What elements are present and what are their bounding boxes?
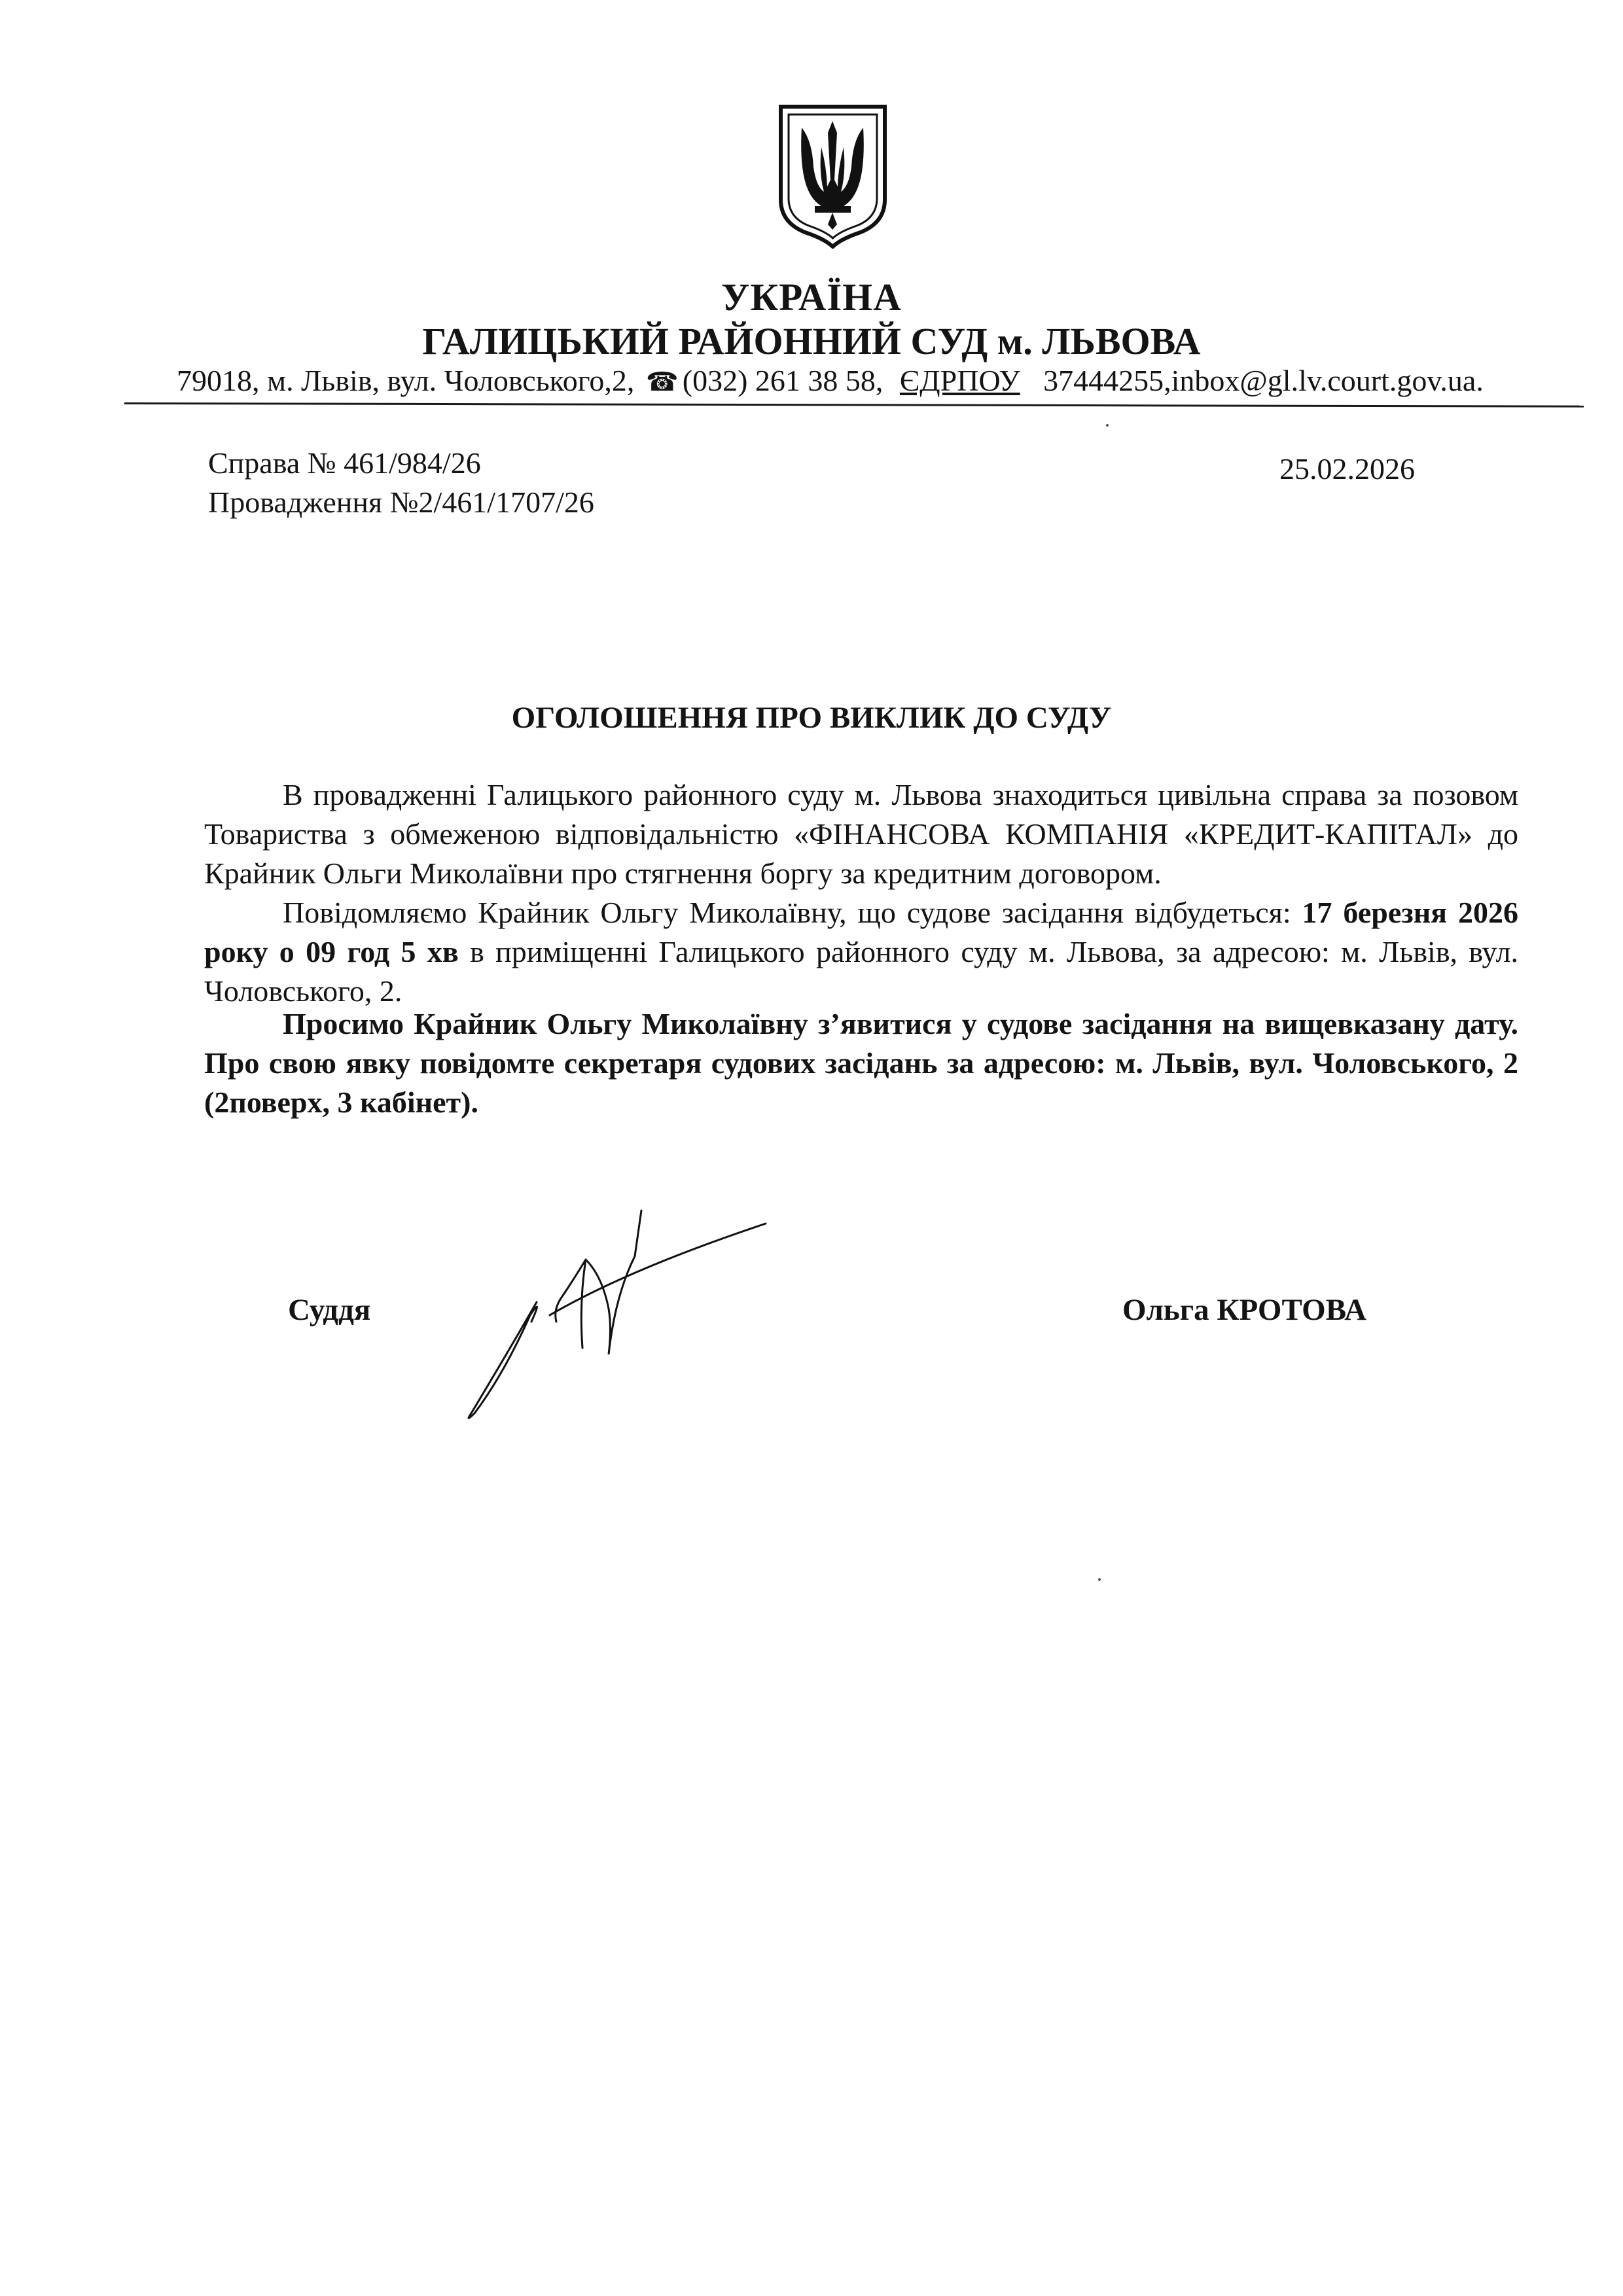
case-number: Справа № 461/984/26 — [208, 446, 481, 480]
court-name-heading: ГАЛИЦЬКИЙ РАЙОННИЙ СУД м. ЛЬВОВА — [422, 320, 1201, 362]
paragraph-2-start: Повідомляємо Крайник Ольгу Миколаївну, що судове засідання відбудеться: — [283, 896, 1302, 929]
court-address: 79018, м. Львів, вул. Чоловського,2, — [177, 364, 635, 397]
edrpou-and-email: 37444255,inbox@gl.lv.court.gov.ua. — [1043, 364, 1484, 397]
notice-paragraph-1 — [204, 775, 1518, 893]
judge-name: Ольга КРОТОВА — [1122, 1293, 1367, 1327]
paragraph-1-text: В провадженні Галицького районного суду м. Львова знаходиться цивільна справа за позовом Товариства з обмеженою відповідальністю «ФІНАНСОВА КОМПАНІЯ «КРЕДИТ-КАПІТАЛ» до Крайник Ольги Миколаївни про стягнення боргу за кредитним договором. — [204, 778, 1518, 890]
court-phone: (032) 261 38 58, — [682, 364, 883, 397]
court-contacts-line — [177, 363, 1484, 398]
handwritten-signature — [445, 1197, 785, 1433]
scan-speck — [1098, 1578, 1101, 1581]
proceeding-number: Провадження №2/461/1707/26 — [208, 486, 594, 519]
paragraph-2-end: в приміщенні Галицького районного суду м. Львова, за адресою: м. Львів, вул. Чоловського, 2. — [204, 935, 1518, 1008]
notice-paragraph-2 — [204, 893, 1518, 1011]
judge-role-label: Суддя — [288, 1293, 371, 1327]
coat-of-arms-icon — [776, 101, 890, 249]
notice-title: ОГОЛОШЕННЯ ПРО ВИКЛИК ДО СУДУ — [511, 701, 1112, 735]
paragraph-2-wrapper — [204, 893, 1518, 1011]
hearing-datetime: 17 березня 2026 року о 09 год 5 хв — [204, 896, 1518, 968]
paragraph-3-text: Просимо Крайник Ольгу Миколаївну з’явитися у судове засідання на вищевказану дату. Про свою явку повідомте секретаря судових засідань за адресою: м. Львів, вул. Чоловського, 2 (2поверх, 3 кабінет). — [204, 1007, 1518, 1119]
notice-paragraph-3 — [204, 1004, 1518, 1122]
scan-speck — [1106, 424, 1109, 427]
case-reference — [208, 444, 594, 522]
header-divider — [124, 402, 1584, 408]
phone-icon: ☎ — [645, 367, 679, 397]
document-date: 25.02.2026 — [1279, 452, 1415, 486]
edrpou-label: ЄДРПОУ — [899, 364, 1020, 397]
country-heading: УКРАЇНА — [721, 275, 902, 319]
